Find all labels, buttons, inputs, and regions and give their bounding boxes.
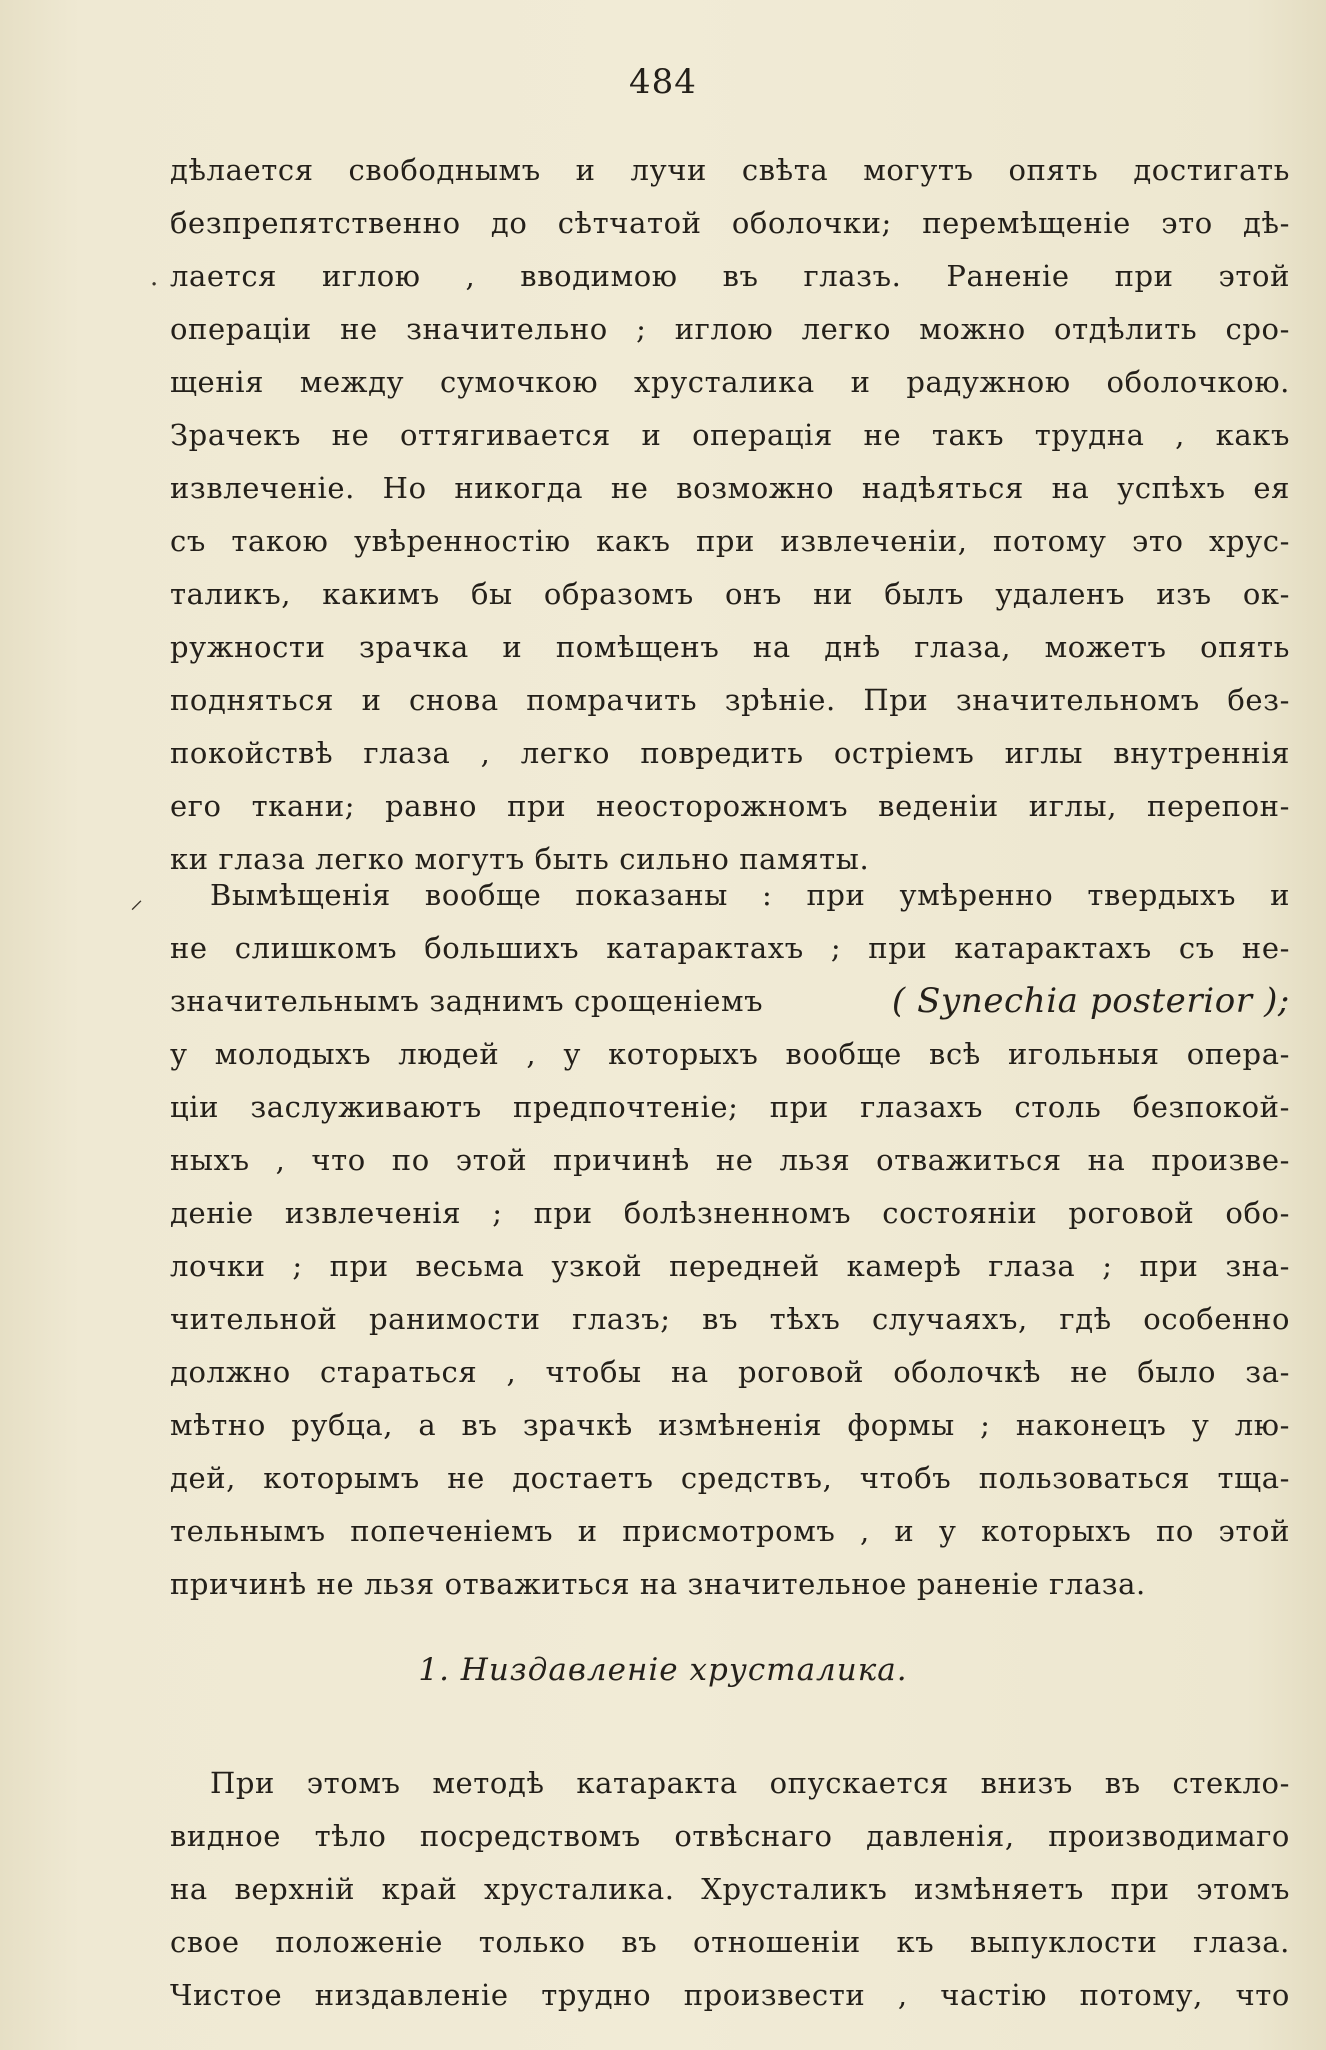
text-line: операціи не значительно ; иглою легко можно отдѣлить сро- (170, 312, 1290, 346)
text-line: не слишкомъ большихъ катарактахъ ; при катарактахъ съ не- (170, 931, 1290, 965)
text-line: При этомъ методѣ катаракта опускается внизъ въ стекло- (210, 1766, 1290, 1800)
text-line: ружности зрачка и помѣщенъ на днѣ глаза, можетъ опять (170, 630, 1290, 664)
text-line: щенія между сумочкою хрусталика и радужною оболочкою. (170, 365, 1290, 399)
text-line: лается иглою , вводимою въ глазъ. Раненіе при этой (170, 259, 1290, 293)
text-line: мѣтно рубца, а въ зрачкѣ измѣненія формы ; наконецъ у лю- (170, 1408, 1290, 1442)
text-line: должно стараться , чтобы на роговой оболочкѣ не было за- (170, 1355, 1290, 1389)
section-heading: 1. Низдавленіе хрусталика. (418, 1652, 908, 1688)
margin-tick: ⸝ (130, 885, 144, 915)
text-line: причинѣ не льзя отважиться на значительное раненіе глаза. (170, 1567, 1146, 1601)
text-line: тельнымъ попеченіемъ и присмотромъ , и у которыхъ по этой (170, 1514, 1290, 1548)
page-number: 484 (629, 62, 697, 102)
text-line: подняться и снова помрачить зрѣніе. При значительномъ без- (170, 683, 1290, 717)
text-line: ціи заслуживаютъ предпочтеніе; при глазахъ столь безпокой- (170, 1090, 1290, 1124)
text-line: деніе извлеченія ; при болѣзненномъ состояніи роговой обо- (170, 1196, 1290, 1230)
text-line: лочки ; при весьма узкой передней камерѣ глаза ; при зна- (170, 1249, 1290, 1283)
margin-dot: · (150, 270, 159, 300)
text-line: у молодыхъ людей , у которыхъ вообще всѣ игольныя опера- (170, 1037, 1290, 1071)
text-line: извлеченіе. Но никогда не возможно надѣяться на успѣхъ ея (170, 471, 1290, 505)
text-line: покойствѣ глаза , легко повредить остріемъ иглы внутреннія (170, 736, 1290, 770)
text-line: ныхъ , что по этой причинѣ не льзя отважиться на произве- (170, 1143, 1290, 1177)
text-line: Вымѣщенія вообще показаны : при умѣренно твердыхъ и (210, 878, 1290, 912)
text-line: таликъ, какимъ бы образомъ онъ ни былъ удаленъ изъ ок- (170, 577, 1290, 611)
text-line: чительной ранимости глазъ; въ тѣхъ случаяхъ, гдѣ особенно (170, 1302, 1290, 1336)
text-line: Зрачекъ не оттягивается и операція не такъ трудна , какъ (170, 418, 1290, 452)
text-line: безпрепятственно до сѣтчатой оболочки; перемѣщеніе это дѣ- (170, 206, 1290, 240)
text-fragment: значительнымъ заднимъ срощеніемъ (170, 984, 764, 1018)
text-line: дѣлается свободнымъ и лучи свѣта могутъ опять достигать (170, 153, 1290, 187)
text-line: ки глаза легко могутъ быть сильно памяты. (170, 842, 870, 876)
text-line: съ такою увѣренностію какъ при извлеченіи, потому это хрус- (170, 524, 1290, 558)
text-line: видное тѣло посредствомъ отвѣснаго давленія, производимаго (170, 1819, 1290, 1853)
text-line: на верхній край хрусталика. Хрусталикъ измѣняетъ при этомъ (170, 1872, 1290, 1906)
text-line: дей, которымъ не достаетъ средствъ, чтобъ пользоваться тща- (170, 1461, 1290, 1495)
latin-term: ( Synechia posterior ); (891, 981, 1290, 1021)
text-line: Чистое низдавленіе трудно произвести , частію потому, что (170, 1978, 1290, 2012)
text-line: свое положеніе только въ отношеніи къ выпуклости глаза. (170, 1925, 1290, 1959)
text-line: его ткани; равно при неосторожномъ веденіи иглы, перепон- (170, 789, 1290, 823)
text-line (170, 976, 1290, 1026)
